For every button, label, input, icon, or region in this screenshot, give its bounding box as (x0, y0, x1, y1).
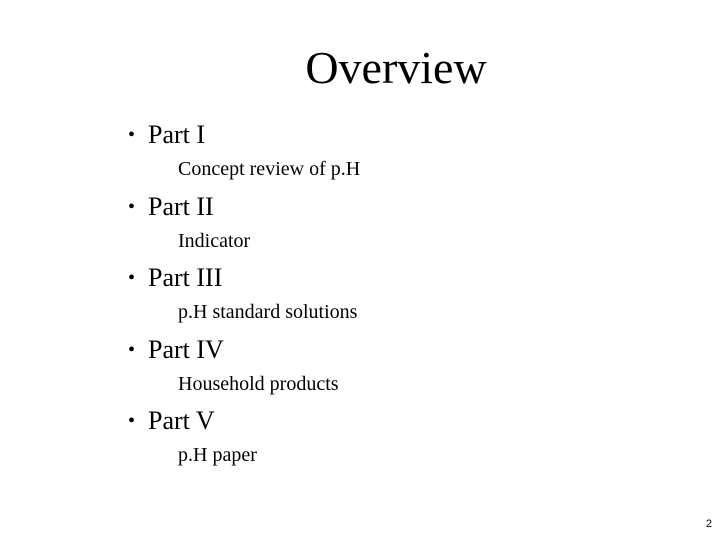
bullet-icon: • (128, 124, 136, 146)
list-item-description: Concept review of p.H (178, 158, 361, 180)
list-item-description: p.H paper (178, 444, 257, 466)
bullet-icon: • (128, 267, 136, 289)
bullet-icon: • (128, 338, 136, 361)
bullet-icon: • (128, 195, 136, 218)
list-item-heading (128, 404, 215, 438)
list-item-description: Household products (178, 372, 339, 395)
list-item (128, 261, 688, 333)
list-item-heading (128, 261, 222, 295)
page-number: 2 (705, 518, 712, 530)
bullet-icon: • (128, 410, 136, 432)
list-item-description: Indicator (178, 229, 251, 252)
list-item (128, 118, 688, 190)
list-item-label: Part III (148, 263, 223, 292)
overview-list (128, 118, 688, 476)
list-item-heading (128, 118, 205, 152)
list-item-label: Part V (148, 406, 215, 435)
list-item-label: Part II (148, 191, 214, 221)
list-item-label: Part IV (148, 334, 224, 364)
list-item (128, 404, 688, 476)
list-item (128, 190, 688, 262)
list-item (128, 333, 688, 405)
list-item-label: Part I (148, 120, 206, 149)
list-item-description: p.H standard solutions (178, 301, 358, 323)
slide-title-text: Overview (305, 42, 487, 93)
list-item-heading (128, 333, 224, 367)
list-item-heading (128, 190, 214, 224)
slide-title (0, 40, 720, 96)
